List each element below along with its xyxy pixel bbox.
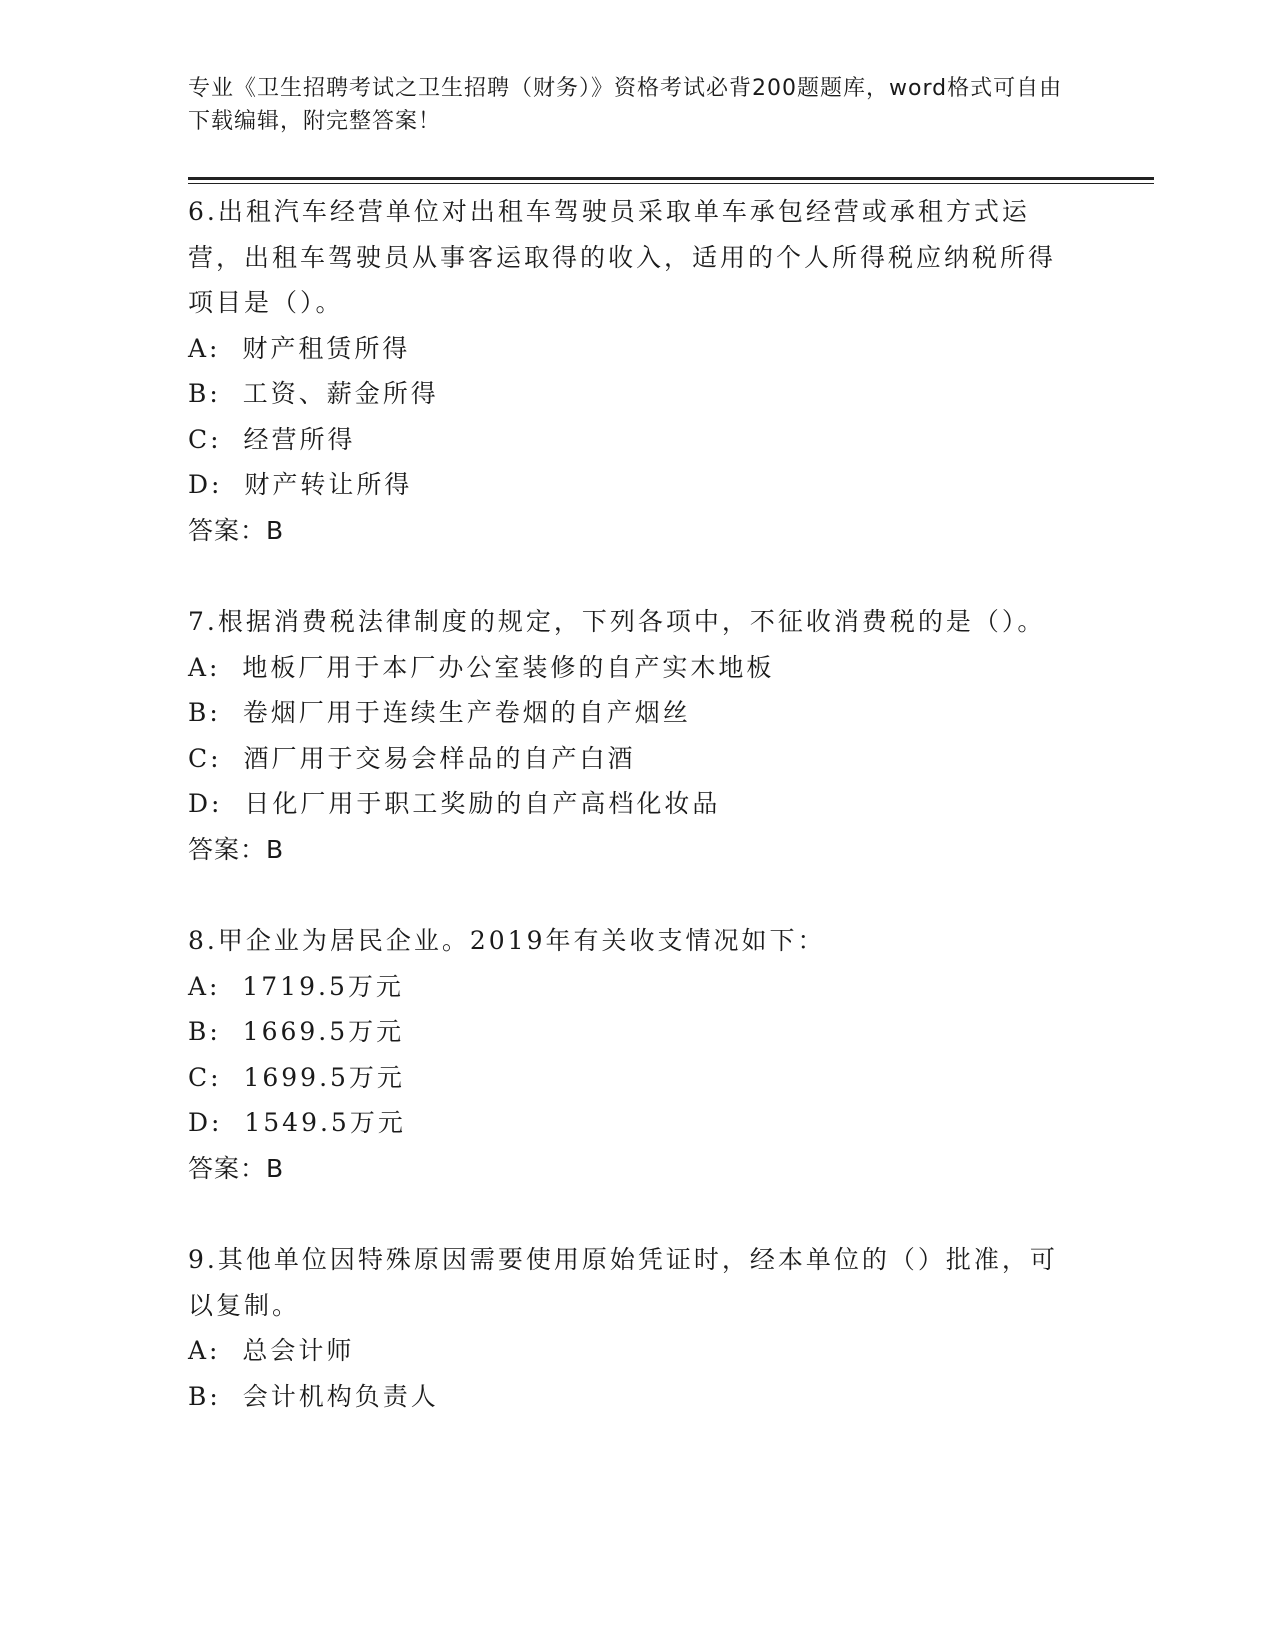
option-b: B: 卷烟厂用于连续生产卷烟的自产烟丝 — [188, 698, 691, 727]
question-stem: 6.出租汽车经营单位对出租车驾驶员采取单车承包经营或承租方式运营，出租车驾驶员从事客运取得的收入，适用的个人所得税应纳税所得项目是（）。 — [188, 197, 1057, 317]
option-c: C: 1699.5万元 — [188, 1062, 405, 1092]
question-9 — [188, 1237, 1068, 1419]
answer-line: 答案：B — [188, 834, 285, 864]
option-b: B: 1669.5万元 — [188, 1017, 405, 1046]
option-b: B: 会计机构负责人 — [188, 1381, 439, 1411]
header-divider-thin — [188, 183, 1154, 184]
answer-line: 答案：B — [188, 515, 285, 545]
option-a: A: 1719.5万元 — [188, 971, 404, 1001]
option-a: A: 地板厂用于本厂办公室装修的自产实木地板 — [188, 652, 775, 682]
option-a: A: 总会计师 — [188, 1336, 355, 1365]
option-d: D: 日化厂用于职工奖励的自产高档化妆品 — [188, 789, 721, 818]
question-8 — [188, 918, 1068, 1191]
question-stem: 7.根据消费税法律制度的规定，下列各项中，不征收消费税的是（）。 — [188, 607, 1046, 636]
question-stem: 9.其他单位因特殊原因需要使用原始凭证时，经本单位的（）批准，可以复制。 — [188, 1245, 1058, 1320]
question-stem: 8.甲企业为居民企业。2019年有关收支情况如下： — [188, 926, 826, 955]
option-a: A: 财产租赁所得 — [188, 333, 411, 363]
question-7 — [188, 599, 1068, 872]
option-d: D: 1549.5万元 — [188, 1108, 406, 1137]
question-6 — [188, 189, 1068, 553]
option-c: C: 经营所得 — [188, 424, 356, 454]
answer-line: 答案：B — [188, 1153, 285, 1183]
header-divider-thick — [188, 177, 1154, 180]
question-list — [188, 189, 1068, 1465]
document-header: 专业《卫生招聘考试之卫生招聘（财务）》资格考试必背200题题库，word格式可自由下载编辑，附完整答案！ — [188, 76, 1063, 134]
option-d: D: 财产转让所得 — [188, 470, 413, 499]
option-b: B: 工资、薪金所得 — [188, 379, 439, 408]
option-c: C: 酒厂用于交易会样品的自产白酒 — [188, 743, 636, 773]
